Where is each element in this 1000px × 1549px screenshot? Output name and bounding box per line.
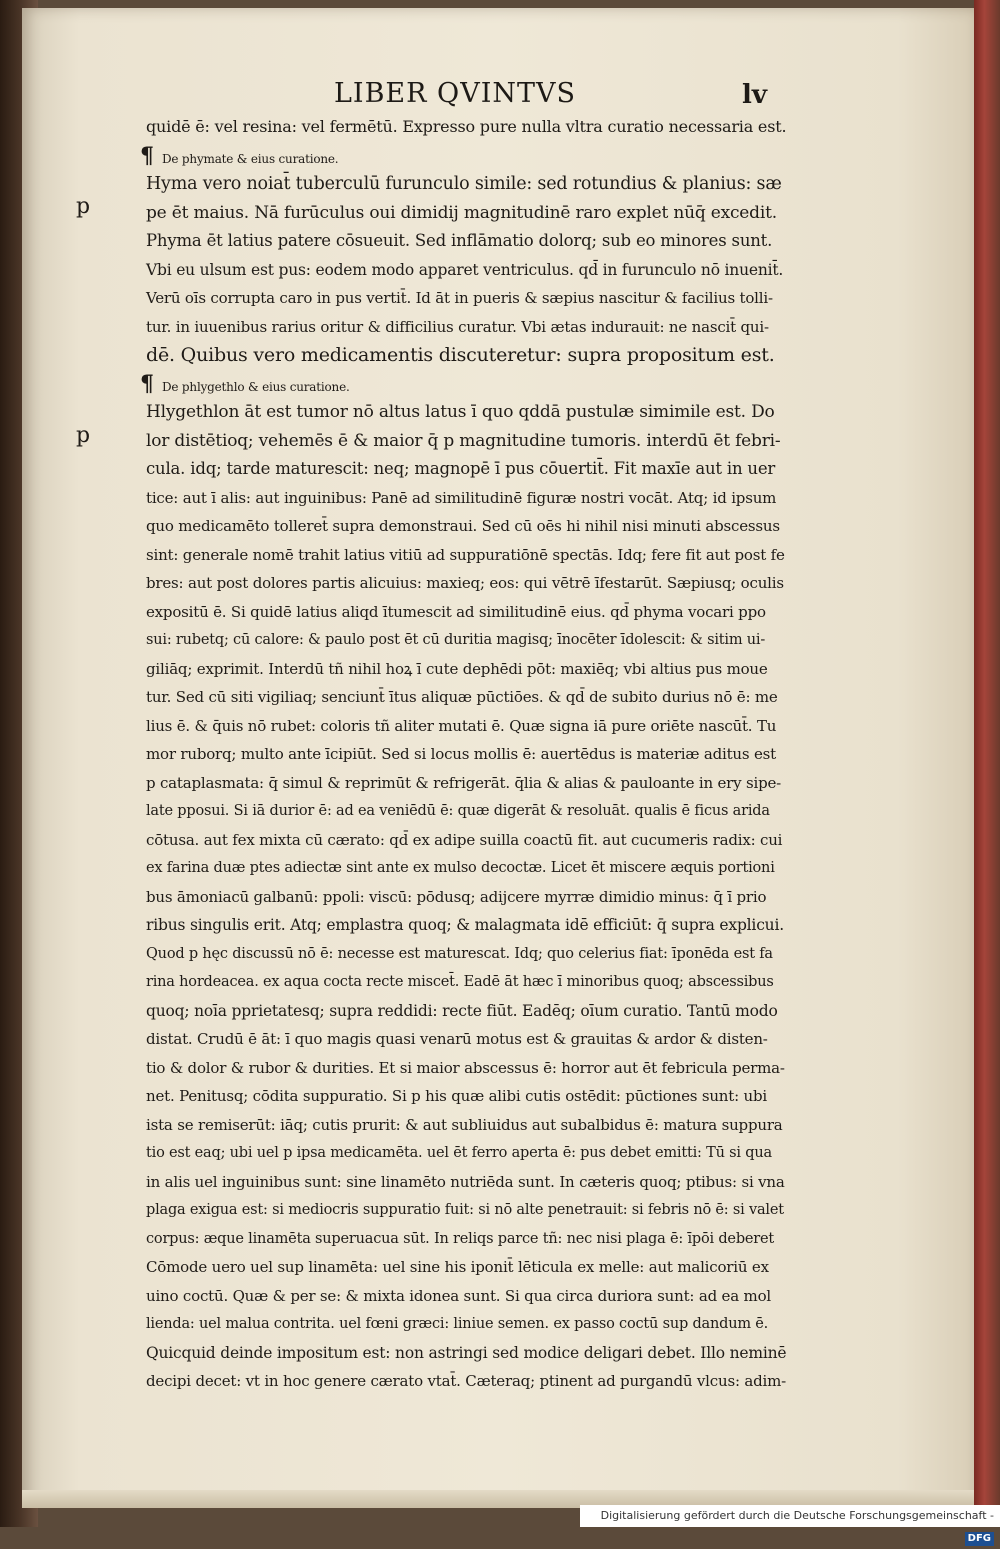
text-line: quoq; noīa pprietatesq; supra reddidi: recte fiūt. Eadēq; oīum curatio. Tantū modo [146,1001,778,1020]
text-line: tio est eaq; ubi uel p ipsa medicamēta. uel ēt ferro aperta ē: pus debet emitti: Tū si qua [146,1145,772,1161]
text-line: bus āmoniacū galbanū: ppoli: viscū: pōdusq; adijcere myrræ dimidio minus: q̄ ī prio [146,887,767,906]
text-line: sui: rubetq; cū calore: & paulo post ēt cū duritia magisq; īnocēter īdolescit: & sitim ui- [146,632,766,648]
text-line: corpus: æque linamēta superuacua sūt. In reliqs parce tñ: nec nisi plaga ē: īpōi deberet [146,1230,775,1247]
text-line: net. Penitusq; cōdita suppuratio. Si p his quæ alibi cutis ostēdit: pūctiones sunt: ubi [146,1087,767,1105]
text-line: p cataplasmata: q̄ simul & reprimūt & refrigerāt. q̄lia & alias & pauloante in ery sipe- [146,773,782,792]
text-line: Verū oīs corrupta caro in pus vertit̄. Id āt in pueris & sæpius nascitur & facilius tolli- [146,289,773,307]
text-line: quo medicamēto tolleret̄ supra demonstraui. Sed cū oēs hi nihil nisi minuti abscessus [146,517,780,535]
running-head: LIBER QVINTVS [334,78,576,109]
text-line: mor ruborq; multo ante īcipiūt. Sed si locus mollis ē: auertēdus is materiæ aditus est [146,745,776,763]
text-line: bres: aut post dolores partis alicuius: maxieq; eos: qui vētrē īfestarūt. Sæpiusq; oculis [146,574,784,592]
folio-number: lv [742,80,767,110]
text-line: Quod p hęc discussū nō ē: necesse est maturescat. Idq; quo celerius fiat: īponēda est fa [146,945,773,962]
page-edges [974,0,1000,1527]
guide-letter: p [76,423,91,448]
text-line: Quicquid deinde impositum est: non astringi sed modice deligari debet. Illo neminē [146,1343,787,1362]
text-line: uino coctū. Quæ & per se: & mixta idonea sunt. Si qua circa duriora sunt: ad ea mol [146,1286,771,1305]
text-line: Vbi eu ulsum est pus: eodem modo apparet ventriculus. qd̄ in furunculo nō inuenit̄. [146,260,784,279]
text-line: lienda: uel malua contrita. uel fœni græci: liniue semen. ex passo coctū sup dandum ē. [146,1316,769,1332]
text-line: pe ēt maius. Nā furūculus oui dimidij magnitudinē raro explet nūq̄ excedit. [146,202,777,223]
heading-text: De phymate & eius curatione. [162,151,339,166]
text-line: Cōmode uero uel sup linamēta: uel sine his iponit̄ lēticula ex melle: aut malicoriū ex [146,1258,769,1276]
text-line: decipi decet: vt in hoc genere cærato vtat̄. Cæteraq; ptinent ad purgandū vlcus: adim- [146,1372,786,1390]
text-line: lor distētioq; vehemēs ē & maior q̄ p magnitudine tumoris. interdū ēt febri- [146,430,781,451]
section-heading [140,370,786,399]
guide-letter: p [76,194,91,219]
text-line: Hyma vero noiat̄ tuberculū furunculo simile: sed rotundius & planius: sæ [146,174,782,194]
text-line: giliāq; exprimit. Interdū tñ nihil hoꝝ ī cute dephēdi pōt: maxiēq; vbi altius pus moue [146,659,768,678]
text-line: distat. Crudū ē āt: ī quo magis quasi venarū motus est & grauitas & ardor & disten- [146,1030,768,1048]
text-line: late pposui. Si iā durior ē: ad ea veniēdū ē: quæ digerāt & resoluāt. qualis ē ficus arida [146,803,770,819]
text-line: rina hordeacea. ex aqua cocta recte miscet̄. Eadē āt hæc ī minoribus quoq; abscessibus [146,974,774,990]
text-line: in alis uel inguinibus sunt: sine linamēto nutriēda sunt. In cæteris quoq; ptibus: si vna [146,1172,785,1191]
text-line: ista se remiserūt: iāq; cutis prurit: & aut subliuidus aut subalbidus ē: matura suppura [146,1115,783,1134]
text-line: tio & dolor & rubor & durities. Et si maior abscessus ē: horror aut ēt febricula perma- [146,1058,785,1077]
footer-text: Digitalisierung gefördert durch die Deutsche Forschungsgemeinschaft - [600,1509,994,1522]
text-line: ribus singulis erit. Atq; emplastra quoq; & malagmata idē efficiūt: q̄ supra explicui. [146,916,784,934]
dfg-logo: DFG [965,1532,994,1546]
text-line: cōtusa. aut fex mixta cū cærato: qd̄ ex adipe suilla coactū fit. aut cucumeris radix: cui [146,830,783,849]
text-line: tur. Sed cū siti vigiliaq; senciunt̄ ītus aliquæ pūctiōes. & qd̄ de subito durius nō ē: me [146,688,778,706]
section-heading [140,142,786,171]
text-line: tice: aut ī alis: aut inguinibus: Panē ad similitudinē figuræ nostri vocāt. Atq; id ipsum [146,488,777,507]
text-line: expositū ē. Si quidē latius aliqd ītumescit ad similitudinē eius. qd̄ phyma vocari ppo [146,602,766,621]
text-line: Hlygethlon āt est tumor nō altus latus ī quo qddā pustulæ simimile est. Do [146,402,775,422]
text-line: tur. in iuuenibus rarius oritur & difficilius curatur. Vbi ætas indurauit: ne nascit̄ qui- [146,317,769,336]
heading-text: De phlygethlo & eius curatione. [162,379,350,394]
book-page [22,8,974,1508]
text-block [140,113,787,1396]
text-line: Phyma ēt latius patere cōsueuit. Sed inflāmatio dolorq; sub eo minores sunt. [146,231,773,250]
text-line: lius ē. & q̄uis nō rubet: coloris tñ aliter mutati ē. Quæ signa iā pure oriēte nascūt̄. Tu [146,716,777,735]
text-line: cula. idq; tarde maturescit: neq; magnopē ī pus cōuertit̄. Fit maxīe aut in uer [146,459,776,478]
paragraph-mark-icon: ¶ [140,142,154,169]
text-line: dē. Quibus vero medicamentis discuteretur: supra propositum est. [146,344,775,366]
text-line: quidē ē: vel resina: vel fermētū. Expresso pure nulla vltra curatio necessaria est. [146,117,787,136]
text-line: plaga exigua est: si mediocris suppuratio fuit: si nō alte penetrauit: si febris nō ē: si valet [146,1202,784,1218]
footer-credit [580,1505,1000,1544]
text-line: sint: generale nomē trahit latius vitiū ad suppuratiōnē spectās. Idq; fere fit aut post fe [146,545,785,564]
paragraph-mark-icon: ¶ [140,370,154,397]
text-line: ex farina duæ ptes adiectæ sint ante ex mulso decoctæ. Licet ēt miscere æquis portioni [146,860,775,876]
